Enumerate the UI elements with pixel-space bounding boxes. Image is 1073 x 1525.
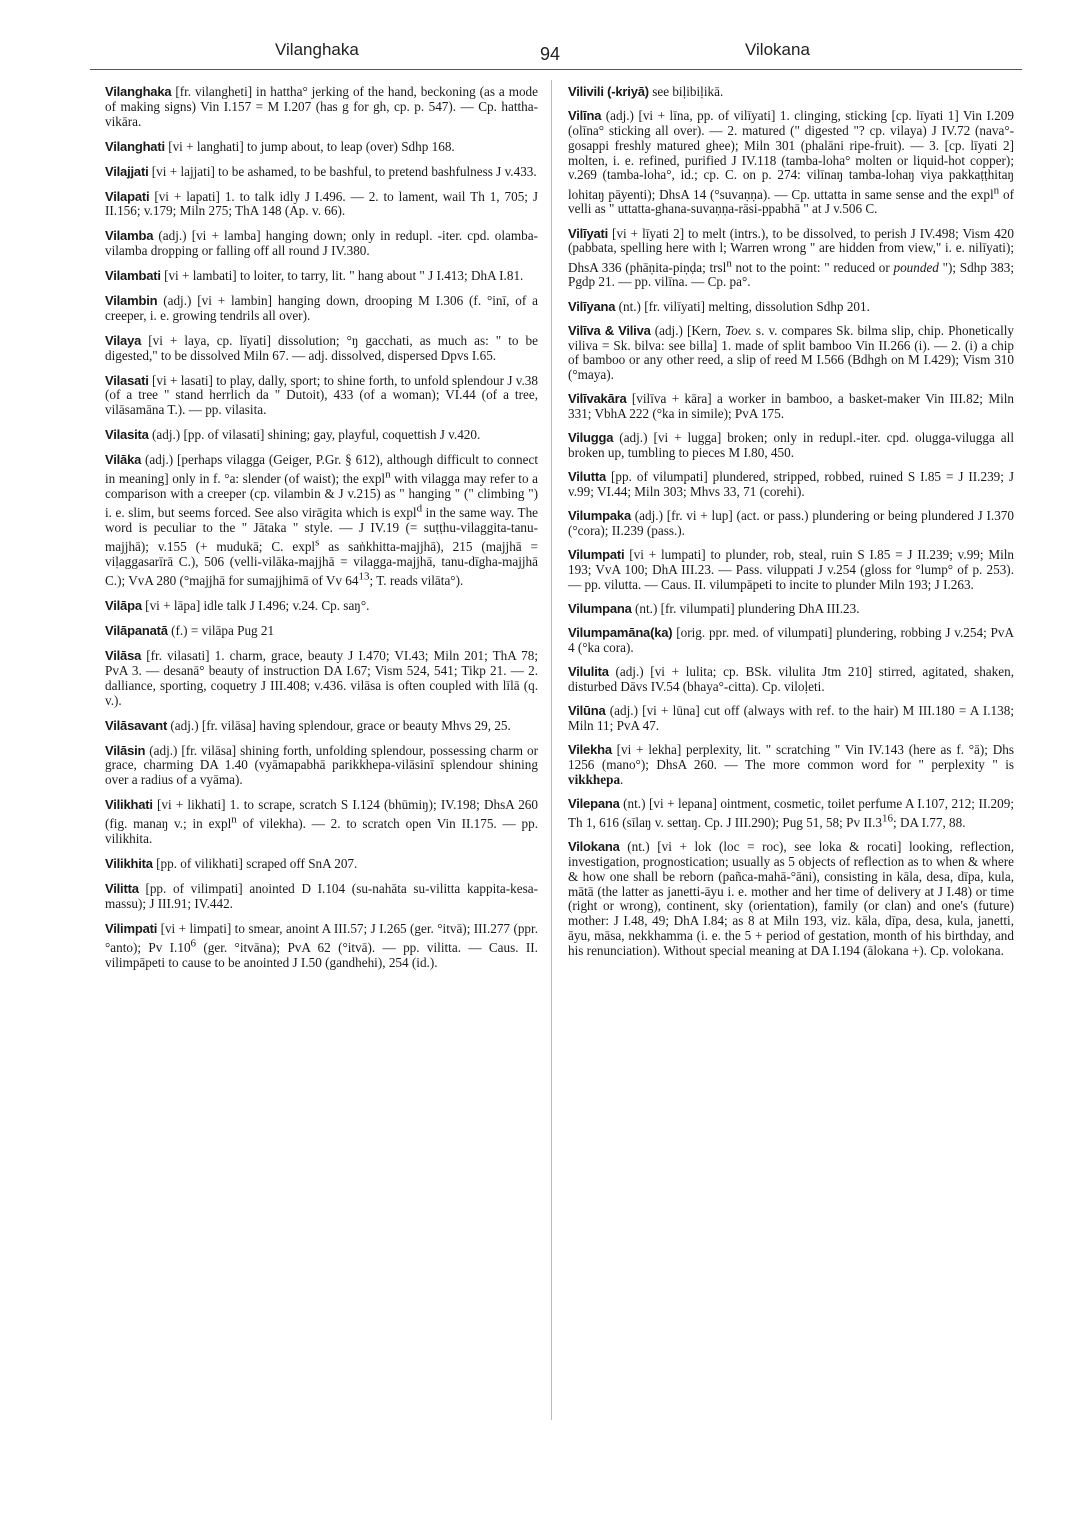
dictionary-entry [568, 431, 1014, 461]
dictionary-entry [105, 882, 538, 912]
left-column [105, 85, 538, 981]
entry-definition: [vi + līyati 2] to melt (intrs.), to be dissolved, to perish J IV.498; Vism 420 (pabbata, spelling here with l; Warren wrong " are hidden from view," i. e. nilīyati); DhsA 336 (phāṇita-piṇḍa; trsl$^n$ not to the point: " reduced or pounded "); Sdhp 383; Pgdp 21. — pp. vilīna. — Cp. pa°. [568, 225, 1014, 290]
dictionary-entry [568, 227, 1014, 291]
entry-definition: (nt.) [vi + lepana] ointment, cosmetic, toilet perfume A I.107, 212; II.209; Th 1, 616 (sīlaŋ v. settaŋ. Cp. J III.290); Pug 51, 58; Pv $II.3^{16}$; DA I.77, 88. [568, 795, 1014, 831]
dictionary-entry [568, 704, 1014, 734]
entry-headword: Vilasati [105, 372, 149, 388]
entry-definition: see biḷibiḷikā. [648, 84, 724, 99]
entry-definition: [vi + lapati] 1. to talk idly J I.496. — 2. to lament, wail Th 1, 705; J II.156; v.179; Miln 275; ThA 148 (Ap. v. 66). [105, 188, 538, 219]
entry-headword: Vilūna [568, 703, 606, 719]
entry-headword: Vilikhita [105, 856, 153, 872]
header-rule [90, 69, 1022, 70]
entry-definition: (adj.) [vi + lūna] cut off (always with ref. to the hair) M III.180 = A I.138; Miln 11; PvA 47. [568, 703, 1014, 733]
entry-definition: (nt.) [vi + lok (loc = roc), see loka & rocati] looking, reflection, investigation, prognostication; usually as 5 objects of reflection as to when & where & how one shall be reborn (pañca-mahā-°āni), consisting in kāla, desa, dīpa, kula, mātā (the latter as janetti-āyu i. e. mother and her time of delivery at J I.48) or time (right or wrong), continent, sky (orientation), family (or clan) and one's (future) mother: J I.48, 49; DhA I.84; as 8 at Miln 193, viz. kāla, dīpa, desa, kula, janetti, āyu, māsa, nekkhamma (i. e. the 5 + period of gestation, month of his birthday, and his renunciation). Without special meaning at DA I.194 (ālokana +). Cp. volokana. [568, 839, 1014, 958]
entry-definition: (nt.) [fr. vilumpati] plundering DhA III.23. [631, 601, 860, 616]
entry-definition: [vi + laya, cp. līyati] dissolution; °ŋ gacchati, as much as: " to be digested," to be dissolved Miln 67. — adj. dissolved, dispersed Dpvs I.65. [105, 332, 538, 363]
dictionary-entry [568, 665, 1014, 695]
entry-headword: Vilumpana [568, 601, 632, 616]
dictionary-entry [568, 743, 1014, 787]
dictionary-entry [105, 744, 538, 788]
entry-headword: Vilaya [105, 332, 142, 348]
dictionary-entry [105, 649, 538, 708]
entry-headword: Vilāsavant [105, 717, 168, 733]
entry-headword: Vilokana [568, 839, 620, 855]
entry-headword: Vilāpa [105, 598, 142, 614]
entry-headword: Vilīvakāra [568, 391, 627, 407]
dictionary-entry [105, 922, 538, 971]
entry-headword: Vilepana [568, 795, 620, 811]
entry-headword: Vilasita [105, 427, 149, 443]
entry-definition: [pp. of vilumpati] plundered, stripped, robbed, ruined S I.85 = J II.239; J v.99; VI.44; Miln 303; Mhvs 33, 71 (corehi). [568, 469, 1014, 500]
entry-definition: [vi + lambati] to loiter, to tarry, lit. " hang about " J I.413; DhA I.81. [160, 268, 524, 284]
dictionary-entry [105, 140, 538, 155]
entry-definition: (nt.) [fr. vilīyati] melting, dissolution Sdhp 201. [615, 298, 870, 314]
entry-definition: [pp. of vilikhati] scraped off SnA 207. [152, 856, 358, 872]
dictionary-entry [105, 857, 538, 872]
dictionary-entry [105, 294, 538, 324]
dictionary-entry [568, 392, 1014, 422]
entry-headword: Vilambati [105, 268, 161, 284]
entry-headword: Vilitta [105, 881, 139, 897]
dictionary-entry [568, 324, 1014, 383]
dictionary-entry [568, 85, 1014, 100]
entry-headword: Vilīva & Viliva [568, 322, 651, 338]
entry-headword: Vilekha [568, 742, 612, 758]
entry-definition: [vi + lekha] perplexity, lit. " scratching " Vin IV.143 (here as f. °ā); Dhs 1256 (mano°); DhsA 260. — The more common word for " perplexity " is vikkhepa. [568, 742, 1014, 787]
entry-definition: (adj.) [vi + lugga] broken; only in redupl.-iter. cpd. olugga-vilugga all broken up, tumbling to pieces M I.80, 450. [568, 430, 1014, 461]
entry-headword: Vilīyana [568, 298, 616, 314]
dictionary-entry [105, 798, 538, 847]
dictionary-entry [105, 599, 538, 614]
dictionary-entry [568, 109, 1014, 217]
entry-headword: Vilulita [568, 664, 609, 680]
entry-definition: [vi + likhati] 1. to scrape, scratch S I.124 (bhūmiŋ); IV.198; DhsA 260 (fig. manaŋ v.; in expl$^n$ of vilekha). — 2. to scratch open Vin II.175. — pp. vilikhita. [105, 797, 539, 847]
entry-definition: [vi + lumpati] to plunder, rob, steal, ruin S I.85 = J II.239; v.99; Miln 193; VvA 100; DhA III.23. — Pass. viluppati J v.254 (gloss for °lump° of p. 253). — pp. vilutta. — Caus. II. vilumpāpeti to incite to plunder Miln 193; J I.263. [568, 547, 1014, 592]
entry-definition: (adj.) [vi + lamba] hanging down; only in redupl. -iter. cpd. olamba-vilamba dropping or falling off all round J IV.380. [105, 228, 538, 259]
entry-definition: [vilīva + kāra] a worker in bamboo, a basket-maker Vin III.82; Miln 331; VbhA 222 (°ka in simile); PvA 175. [568, 391, 1014, 422]
entry-definition: (adj.) [vi + līna, pp. of vilīyati] 1. clinging, sticking [cp. līyati 1] Vin I.209 (olīna° sticking all over). — 2. matured (" digested "? cp. vilaya) J IV.72 (nava°-gosappi freshly matured ghee); Miln 301 (phalāni ripe-fruit). — 3. [cp. līyati 2] molten, i. e. refined, purified J IV.118 (tamba-loha° molten or liquid-hot copper); v.269 (tamba-loha°, id.; cp. C. on p. 274: vilīnaŋ tamba-lohaŋ viya pakkaṭṭhitaŋ lohitaŋ pāyenti); DhsA 14 (°suvaṇṇa). — Cp. uttatta in same sense and the expl$^n$ of velli as " uttatta-ghana-suvaṇṇa-rāsi-ppabhā " at J v.506 C. [568, 108, 1014, 217]
entry-definition: (adj.) [vi + lambin] hanging down, drooping M I.306 (f. °inī, of a creeper, i. e. growing tendrils all over). [105, 293, 538, 323]
dictionary-entry [105, 428, 538, 443]
entry-headword: Vilambin [105, 293, 158, 309]
entry-headword: Vilanghati [105, 138, 165, 154]
entry-headword: Vilāsa [105, 648, 142, 664]
entry-definition: [fr. vilangheti] in hattha° jerking of the hand, beckoning (as a mode of making signs) Vin I.157 = M I.207 (has g for gh, cp. p. 547). — Cp. hattha-vikāra. [105, 84, 538, 129]
entry-headword: Vilutta [568, 469, 607, 485]
dictionary-entry [105, 190, 538, 220]
entry-headword: Vilajjati [105, 163, 149, 179]
header-right-guideword: Vilokana [745, 40, 810, 59]
page-number: 94 [540, 44, 561, 64]
dictionary-entry [568, 797, 1014, 831]
entry-definition: (adj.) [pp. of vilasati] shining; gay, playful, coquettish J v.420. [148, 427, 481, 443]
entry-definition: (f.) = vilāpa Pug 21 [167, 623, 275, 639]
entry-headword: Vilamba [105, 228, 154, 244]
entry-definition: [vi + lasati] to play, dally, sport; to shine forth, to unfold splendour J v.38 (of a tree " stand herrlich da " Dutoit), 433 (of a woman); VI.44 (of a tree, vilāsamāna T.). — pp. vilasita. [105, 372, 538, 418]
entry-headword: Vilanghaka [105, 84, 172, 99]
entry-headword: Vilimpati [105, 920, 158, 936]
entry-headword: Vilāpanatā [105, 623, 168, 639]
dictionary-entry [105, 624, 538, 639]
dictionary-entry [105, 269, 538, 284]
entry-headword: Vilapati [105, 188, 150, 204]
dictionary-entry [568, 548, 1014, 592]
entry-definition: [pp. of vilimpati] anointed D I.104 (su-nahāta su-vilitta kappita-kesa-massu); J III.91; IV.442. [105, 881, 538, 911]
dictionary-entry [105, 229, 538, 259]
header-left-guideword: Vilanghaka [275, 40, 359, 59]
entry-definition: (adj.) [perhaps vilagga (Geiger, P.Gr. § 612), although difficult to connect in meaning] only in f. °a: slender (of waist); the expl$^n$ with vilagga may refer to a comparison with a creeper (cp. vilambin & J v.215) as " hanging " (" climbing ") i. e. slim, but seems forced. See also virāgita which is expl$^d$ in the same way. The word is peculiar to the " Jātaka " style. — J IV.19 (= suṭṭhu-vilaggita-tanu-majjhā); v.155 (+ mudukā; C. expl$^s$ as saṅkhitta-majjhā), 215 (majjhā = viḷaggasarīrā C.), 506 (velli-vilāka-majjhā = vilagga-majjhā, tanu-dīgha-majjhā C.); VvA 280 (°majjhā for sumajjhimā of Vv $64^{13}$; T. reads vilāta°). [105, 452, 539, 589]
entry-definition: [fr. vilasati] 1. charm, grace, beauty J I.470; VI.43; Miln 201; ThA 78; PvA 3. — desanā° beauty of instruction DA I.67; Vism 524, 541; Tikp 21. — 2. dalliance, sporting, coquetry J III.408; v.436. vilāsa is often coupled with līlā (q. v.). [105, 648, 538, 708]
entry-definition: [vi + lajjati] to be ashamed, to be bashful, to pretend bashfulness J v.433. [148, 163, 537, 179]
dictionary-entry [105, 334, 538, 364]
dictionary-entry [105, 165, 538, 180]
entry-definition: (adj.) [fr. vilāsa] having splendour, grace or beauty Mhvs 29, 25. [167, 717, 511, 733]
dictionary-entry [105, 85, 538, 129]
dictionary-entry [568, 300, 1014, 315]
dictionary-entry [568, 509, 1014, 539]
entry-definition: [vi + limpati] to smear, anoint A III.57; J I.265 (ger. °itvā); III.277 (ppr. °anto); Pv $I.10^6$ (ger. °itvāna); PvA 62 (°itvā). — pp. vilitta. — Caus. II. vilimpāpeti to cause to be anointed J I.50 (gandhehi), 254 (id.). [105, 920, 538, 970]
entry-headword: Vilumpati [568, 547, 625, 563]
dictionary-entry [568, 626, 1014, 656]
entry-definition: (adj.) [fr. vilāsa] shining forth, unfolding splendour, possessing charm or grace, charming DA 1.40 (vyāmapabhā parikkhepa-vilāsinī splendour shining over a radius of a vyāma). [105, 742, 538, 788]
dictionary-entry [568, 840, 1014, 958]
entry-headword: Vilugga [568, 430, 614, 446]
dictionary-entry [568, 470, 1014, 500]
dictionary-entry [105, 374, 538, 418]
entry-headword: Vilikhati [105, 797, 153, 813]
entry-headword: Vilumpaka [568, 508, 631, 524]
column-divider [551, 80, 552, 1420]
entry-headword: Vilāsin [105, 742, 146, 758]
dictionary-entry [105, 719, 538, 734]
entry-definition: (adj.) [fr. vi + lup] (act. or pass.) plundering or being plundered J I.370 (°cora); II.239 (pass.). [568, 508, 1014, 539]
entry-definition: (adj.) [vi + lulita; cp. BSk. vilulita Jtm 210] stirred, agitated, shaken, disturbed Dāvs IV.54 (bhaya°-citta). Cp. viloḷeti. [568, 664, 1014, 694]
entry-headword: Vilumpamāna(ka) [568, 625, 673, 641]
entry-definition: [vi + lāpa] idle talk J I.496; v.24. Cp. saŋ°. [141, 598, 370, 614]
entry-definition: [orig. ppr. med. of vilumpati] plundering, robbing J v.254; PvA 4 (°ka cora). [568, 625, 1014, 655]
entry-headword: Vilivili (-kriyā) [568, 84, 649, 99]
right-column [568, 85, 1014, 968]
dictionary-entry [568, 602, 1014, 617]
entry-headword: Vilīyati [568, 225, 609, 241]
entry-headword: Vilīna [568, 108, 602, 124]
running-header [90, 38, 1022, 68]
entry-headword: Vilāka [105, 452, 142, 468]
dictionary-entry [105, 453, 538, 589]
entry-definition: [vi + langhati] to jump about, to leap (over) Sdhp 168. [164, 138, 455, 154]
entry-definition: (adj.) [Kern, Toev. s. v. compares Sk. bilma slip, chip. Phonetically viliva = Sk. bilva: see billa] 1. made of split bamboo Vin II.266 (i). — 2. (i) a chip of bamboo or any other reed, a slip of reed M I.566 (Bdhgh on M I.429); Vism 310 (°maya). [568, 322, 1014, 383]
